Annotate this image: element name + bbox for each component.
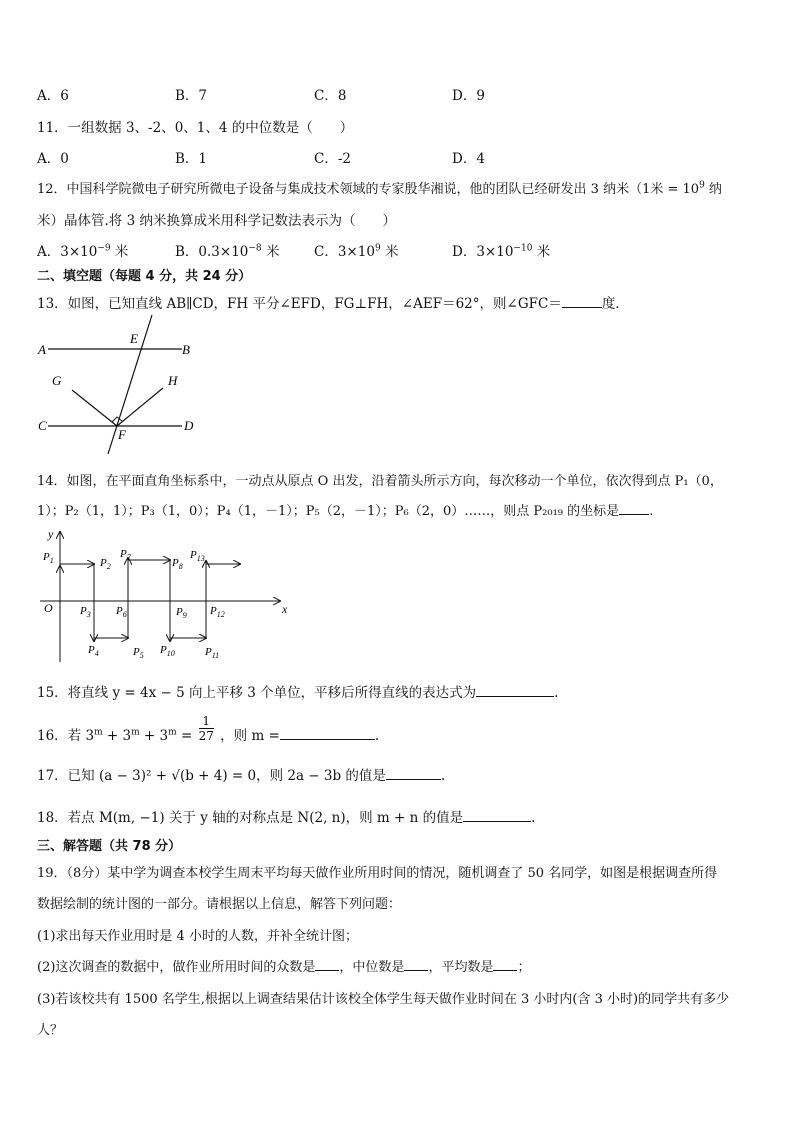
label-e: E (130, 331, 138, 346)
label-b: B (182, 342, 190, 357)
q19-part2: (2)这次调查的数据中，做作业所用时间的众数是 ，中位数是 ，平均数是 ； (37, 956, 530, 975)
q10-option-b: B．7 (175, 88, 208, 104)
q12-option-b: B．$0.3\times 10^{-8}$ 米 (175, 243, 280, 260)
q12-option-d: D．$3\times 10^{-10}$ 米 (452, 243, 551, 260)
q12-option-c: C．$3\times 10^9$ 米 (314, 243, 399, 260)
point-label-p8: $P_8$ (172, 557, 183, 571)
q15-stem: 15．将直线 y = 4x − 5 向上平移 3 个单位，平移后所得直线的表达式为 . (37, 681, 558, 701)
q12-line2: 米）晶体管.将 3 纳米换算成米用科学记数法表示为（ ） (37, 213, 396, 229)
q19-part3-line1: (3)若该校共有 1500 名学生,根据以上调查结果估计该校全体学生每天做作业时间在 3 小时内(含 3 小时)的同学共有多少 (37, 992, 730, 1007)
q17-answer-blank[interactable] (386, 765, 441, 780)
label-g: G (52, 373, 62, 388)
point-label-p7: $P_7$ (120, 548, 131, 562)
q16-fraction-numerator: 1 (199, 714, 214, 729)
y-axis-label: y (48, 527, 54, 541)
q11-option-c: C．-2 (314, 151, 351, 167)
ray-fg (72, 390, 117, 426)
q16-fraction-denominator: 27 (198, 729, 214, 743)
point-label-p10: $P_{10}$ (160, 644, 175, 658)
q11-option-a: A．0 (37, 151, 69, 167)
q19-part3-line2: 人？ (37, 1023, 64, 1038)
q12-option-a: A．$3\times 10^{-9}$ 米 (37, 243, 129, 260)
point-label-p5: $P_5$ (133, 646, 144, 660)
q10-option-c: C．8 (314, 88, 347, 104)
ray-fh (117, 388, 163, 426)
q14-line2: 1）；P₂（1，1）；P₃（1，0）；P₄（1，－1）；P₅（2，－1）；P₆（2，0）……，则点 P₂₀₁₉ 的坐标是 . (37, 500, 653, 519)
label-a: A (38, 342, 46, 357)
x-axis-label: x (282, 602, 288, 616)
point-label-p3: $P_3$ (80, 605, 91, 619)
origin-label: O (44, 601, 53, 615)
section-heading-answers: 三、解答题（共 78 分） (37, 839, 182, 854)
q14-line1: 14．如图，在平面直角坐标系中，一动点从原点 O 出发，沿着箭头所示方向，每次移动一个单位，依次得到点 P₁（0， (37, 474, 723, 489)
label-f: F (118, 427, 126, 442)
point-label-p13: $P_{13}$ (190, 549, 205, 563)
q18-stem: 18．若点 M(m, −1) 关于 y 轴的对称点是 N(2, n)，则 m + n 的值是 . (37, 806, 535, 826)
q15-answer-blank[interactable] (476, 682, 554, 697)
q16-stem: 16．若 $3^m + 3^m + 3^m$ = $\frac{1}{27}$ ，则 m = . (37, 714, 380, 744)
q19-mode-blank[interactable] (315, 956, 339, 971)
q13-figure (30, 312, 210, 457)
label-d: D (184, 418, 194, 433)
point-label-p11: $P_{11}$ (205, 646, 220, 660)
q13-stem: 13．如图，已知直线 AB∥CD，FH 平分∠EFD，FG⊥FH，∠AEF＝62°，则∠GFC＝ 度. (37, 292, 620, 312)
q11-option-b: B．1 (175, 151, 208, 167)
q13-answer-blank[interactable] (562, 293, 602, 308)
q18-answer-blank[interactable] (463, 807, 531, 822)
point-label-p4: $P_4$ (88, 644, 99, 658)
q11-option-d: D．4 (452, 151, 485, 167)
q14-figure (30, 522, 292, 670)
q16-answer-blank[interactable] (280, 725, 375, 740)
point-label-p1: $P_1$ (43, 551, 54, 565)
label-c: C (38, 418, 47, 433)
q10-option-a: A．6 (37, 88, 69, 104)
q11-stem: 11．一组数据 3、-2、0、1、4 的中位数是（ ） (37, 120, 354, 136)
right-angle-mark (112, 417, 122, 422)
label-h: H (168, 373, 178, 388)
q17-stem: 17．已知 (a − 3)² + √(b + 4) = 0，则 2a − 3b 的值是 . (37, 764, 445, 784)
q10-option-d: D．9 (452, 88, 485, 104)
q19-mean-blank[interactable] (493, 956, 517, 971)
point-label-p12: $P_{12}$ (210, 605, 225, 619)
q19-part1: (1)求出每天作业用时是 4 小时的人数，并补全统计图； (37, 929, 358, 944)
point-label-p6: $P_6$ (116, 605, 127, 619)
q19-line1: 19．（8分）某中学为调查本校学生周末平均每天做作业所用时间的情况，随机调查了 50 名同学，如图是根据调查所得 (37, 866, 718, 881)
q19-line2: 数据绘制的统计图的一部分。请根据以上信息，解答下列问题： (37, 897, 402, 912)
point-label-p9: $P_9$ (176, 606, 187, 620)
section-heading-fill-in: 二、填空题（每题 4 分，共 24 分） (37, 269, 252, 284)
q12-line1: 12．中国科学院微电子研究所微电子设备与集成技术领域的专家殷华湘说，他的团队已经研发出 3 纳米（1米 = $10^9$ 纳 (37, 180, 722, 197)
q19-median-blank[interactable] (404, 956, 428, 971)
q14-answer-blank[interactable] (619, 500, 649, 515)
point-label-p2: $P_2$ (100, 557, 111, 571)
